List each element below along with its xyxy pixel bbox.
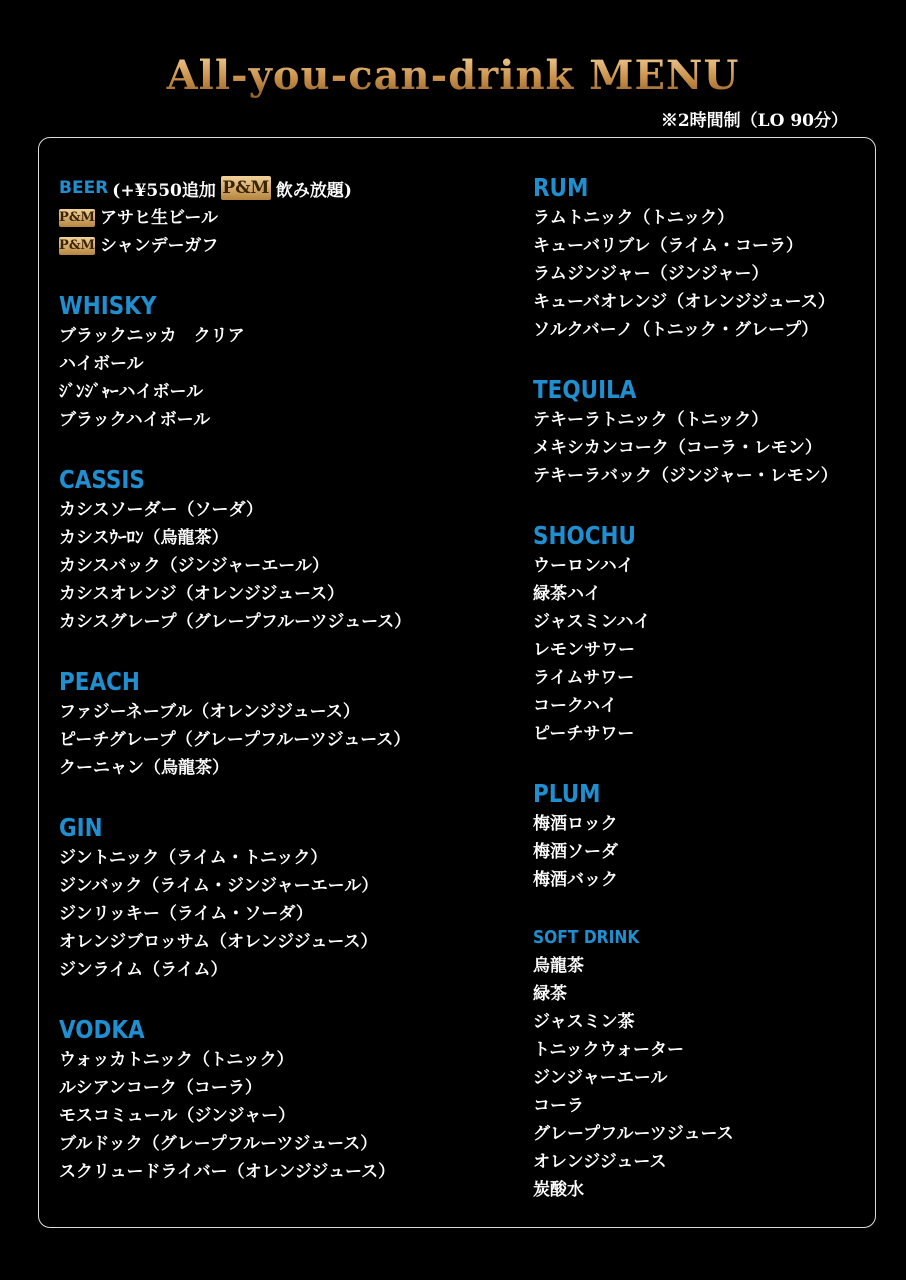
section-title-cassis: CASSIS — [59, 465, 145, 494]
section-title-rum: RUM — [533, 173, 589, 202]
section-spacer — [533, 894, 873, 924]
menu-item-label: シャンデーガフ — [100, 236, 219, 256]
section-vodka — [59, 1014, 499, 1186]
menu-item: カシスソーダー（ソーダ） — [59, 500, 263, 520]
section-peach — [59, 666, 499, 782]
pm-logo-icon: P&M — [59, 238, 95, 253]
menu-title: All-you-can-drink MENU — [0, 52, 906, 99]
section-spacer — [533, 490, 873, 520]
menu-item: ジャスミン茶 — [533, 1012, 635, 1032]
menu-item: 緑茶ハイ — [533, 584, 601, 604]
menu-item: ピーチサワー — [533, 724, 635, 744]
menu-item: キューバリブレ（ライム・コーラ） — [533, 236, 803, 256]
time-limit-note: ※2時間制（LO 90分） — [660, 111, 848, 131]
menu-item: 梅酒ソーダ — [533, 842, 618, 862]
menu-item: オレンジジュース — [533, 1152, 667, 1172]
menu-item: カシスオレンジ（オレンジジュース） — [59, 584, 345, 604]
section-spacer — [59, 434, 499, 464]
menu-item: 烏龍茶 — [533, 956, 584, 976]
menu-item: 炭酸水 — [533, 1180, 584, 1200]
menu-item: メキシカンコーク（コーラ・レモン） — [533, 438, 822, 458]
menu-item: カシスグレープ（グレープフルーツジュース） — [59, 612, 412, 632]
menu-item: トニックウォーター — [533, 1040, 684, 1060]
menu-item: コーラ — [533, 1096, 584, 1116]
left-column — [59, 172, 499, 1186]
menu-item: ルシアンコーク（コーラ） — [59, 1078, 262, 1098]
menu-item: 梅酒ロック — [533, 814, 618, 834]
beer-extra-label: 飲み放題) — [275, 180, 352, 201]
menu-item: ソルクバーノ（トニック・グレープ） — [533, 320, 819, 340]
section-whisky — [59, 290, 499, 434]
menu-item: 緑茶 — [533, 984, 567, 1004]
section-tequila — [533, 374, 873, 490]
section-spacer — [59, 636, 499, 666]
menu-item: カシスバック（ジンジャーエール） — [59, 556, 329, 576]
section-title-soft: SOFT DRINK — [533, 927, 640, 948]
menu-item: ピーチグレープ（グレープフルーツジュース） — [59, 730, 411, 750]
beer-extra-price: (+¥550追加 — [112, 180, 216, 201]
pm-logo-icon: P&M — [59, 210, 95, 225]
menu-item: テキーラバック（ジンジャー・レモン） — [533, 466, 838, 486]
section-cassis — [59, 464, 499, 636]
menu-item: テキーラトニック（トニック） — [533, 410, 769, 430]
section-title-shochu: SHOCHU — [533, 521, 636, 550]
right-column — [533, 172, 873, 1204]
menu-item: 梅酒バック — [533, 870, 618, 890]
menu-item: ライムサワー — [533, 668, 635, 688]
menu-item — [59, 204, 499, 232]
menu-item: コークハイ — [533, 696, 617, 716]
section-spacer — [59, 260, 499, 290]
menu-item-label: アサヒ生ビール — [100, 208, 218, 228]
menu-item: グレープフルーツジュース — [533, 1124, 734, 1144]
menu-item — [59, 232, 499, 260]
menu-item: ウォッカトニック（トニック） — [59, 1050, 294, 1070]
section-title-tequila: TEQUILA — [533, 375, 637, 404]
pm-logo-icon: P&M — [222, 178, 270, 198]
menu-item: ブルドック（グレープフルーツジュース） — [59, 1134, 378, 1154]
section-beer — [59, 172, 499, 260]
menu-item: ｼﾞﾝｼﾞｬｰハイボール — [59, 382, 204, 402]
menu-item: ウーロンハイ — [533, 556, 634, 576]
section-title-whisky: WHISKY — [59, 291, 157, 320]
menu-item: ブラックハイボール — [59, 410, 211, 430]
menu-item: ジンバック（ライム・ジンジャーエール） — [59, 876, 379, 896]
menu-item: ラムトニック（トニック） — [533, 208, 735, 228]
menu-item: ジントニック（ライム・トニック） — [59, 848, 328, 868]
menu-item: カシスｳｰﾛﾝ（烏龍茶） — [59, 528, 229, 548]
beer-header — [59, 172, 499, 204]
menu-item: ファジーネーブル（オレンジジュース） — [59, 702, 360, 722]
menu-item: モスコミュール（ジンジャー） — [59, 1106, 296, 1126]
menu-item: ラムジンジャー（ジンジャー） — [533, 264, 769, 284]
section-spacer — [59, 782, 499, 812]
menu-item: スクリュードライバー（オレンジジュース） — [59, 1162, 396, 1182]
section-title-beer: BEER — [59, 178, 109, 198]
section-rum — [533, 172, 873, 344]
section-gin — [59, 812, 499, 984]
menu-item: クーニャン（烏龍茶） — [59, 758, 229, 778]
menu-item: ジンジャーエール — [533, 1068, 668, 1088]
menu-item: オレンジブロッサム（オレンジジュース） — [59, 932, 378, 952]
menu-item: キューバオレンジ（オレンジジュース） — [533, 292, 835, 312]
section-spacer — [59, 984, 499, 1014]
section-soft — [533, 924, 873, 1204]
section-title-vodka: VODKA — [59, 1015, 145, 1044]
menu-item: ジンリッキー（ライム・ソーダ） — [59, 904, 313, 924]
menu-item: ブラックニッカ クリア — [59, 326, 245, 346]
menu-item: ジンライム（ライム） — [59, 960, 228, 980]
section-title-peach: PEACH — [59, 667, 140, 696]
section-spacer — [533, 344, 873, 374]
menu-item: レモンサワー — [533, 640, 635, 660]
menu-item: ハイボール — [59, 354, 144, 374]
section-plum — [533, 778, 873, 894]
section-spacer — [533, 748, 873, 778]
menu-item: ジャスミンハイ — [533, 612, 651, 632]
section-shochu — [533, 520, 873, 748]
section-title-gin: GIN — [59, 813, 103, 842]
section-title-plum: PLUM — [533, 779, 601, 808]
